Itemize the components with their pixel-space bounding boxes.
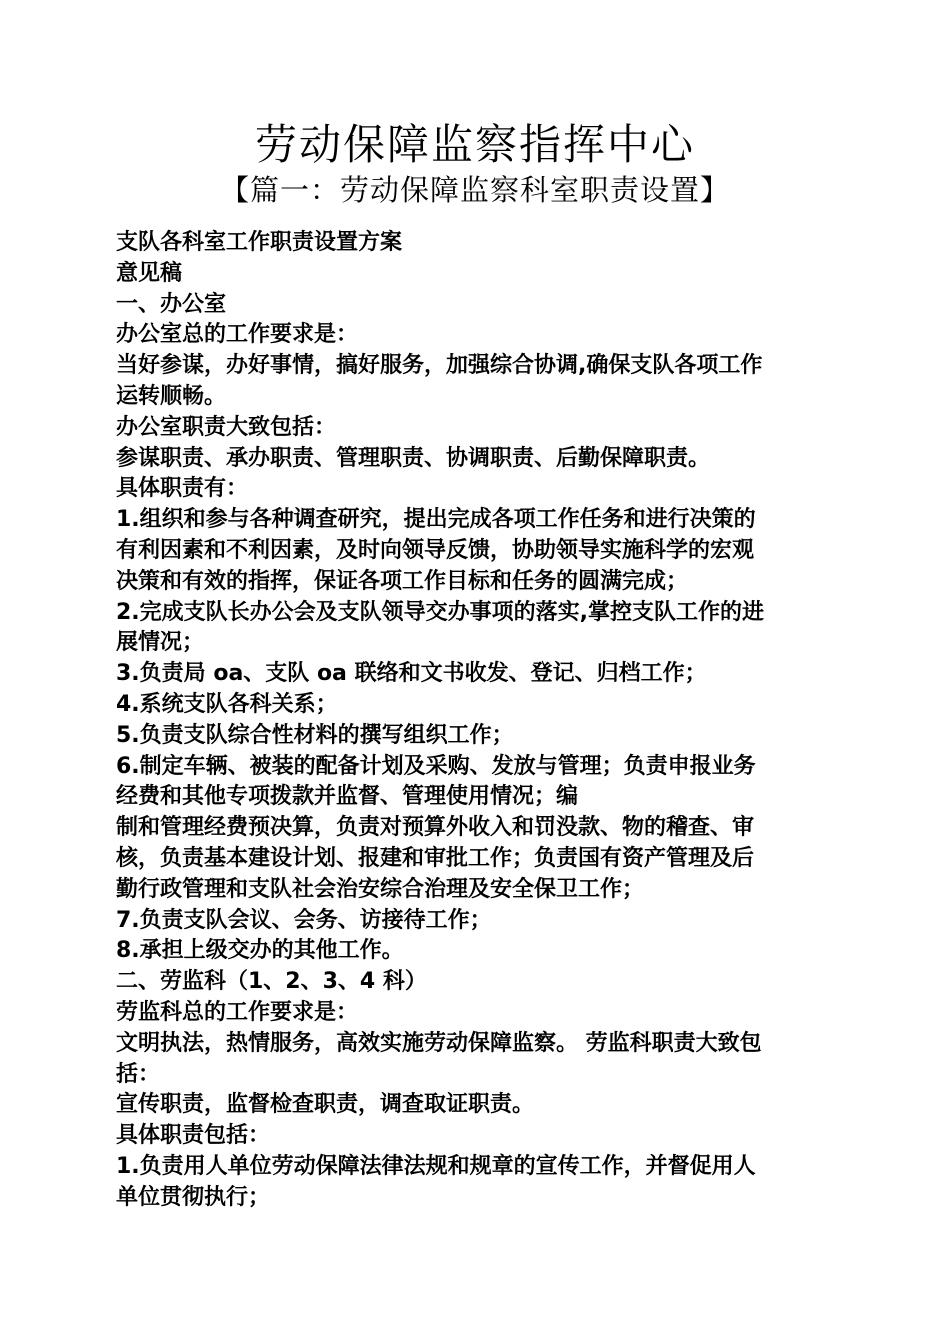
body-line: 1.组织和参与各种调查研究，提出完成各项工作任务和进行决策的 (116, 507, 756, 532)
body-line: 办公室总的工作要求是： (116, 322, 359, 347)
body-line: 括： (116, 1062, 161, 1087)
body-line: 具体职责有： (116, 476, 249, 501)
body-line: 经费和其他专项拨款并监督、管理使用情况；编 (116, 784, 579, 809)
body-line: 具体职责包括： (116, 1123, 271, 1148)
document-title: 劳动保障监察指挥中心 (254, 120, 695, 169)
body-line: 支队各科室工作职责设置方案 (116, 230, 403, 255)
body-line: 5.负责支队综合性材料的撰写组织工作； (116, 723, 514, 748)
body-line: 制和管理经费预决算，负责对预算外收入和罚没款、物的稽查、审 (116, 815, 755, 840)
body-line: 2.完成支队长办公会及支队领导交办事项的落实,掌控支队工作的进 (116, 600, 765, 625)
body-line: 单位贯彻执行； (116, 1185, 271, 1210)
body-line: 6.制定车辆、被装的配备计划及采购、发放与管理；负责申报业务 (116, 754, 756, 779)
body-line: 1.负责用人单位劳动保障法律法规和规章的宣传工作，并督促用人 (116, 1154, 756, 1179)
body-line: 有利因素和不利因素，及时向领导反馈，协助领导实施科学的宏观 (116, 538, 755, 563)
body-line: 决策和有效的指挥，保证各项工作目标和任务的圆满完成； (116, 569, 689, 594)
document-subtitle: 【篇一：劳动保障监察科室职责设置】 (219, 173, 730, 207)
body-line: 意见稿 (116, 261, 183, 286)
body-line: 核，负责基本建设计划、报建和审批工作；负责国有资产管理及后 (116, 846, 755, 871)
body-line: 8.承担上级交办的其他工作。 (116, 938, 404, 963)
body-line: 运转顺畅。 (116, 384, 227, 409)
body-line: 3.负责局 oa、支队 oa 联络和文书收发、登记、归档工作； (116, 661, 707, 686)
body-line: 勤行政管理和支队社会治安综合治理及安全保卫工作； (116, 877, 645, 902)
body-line: 当好参谋，办好事情，搞好服务，加强综合协调,确保支队各项工作 (116, 353, 763, 378)
body-line: 4.系统支队各科关系； (116, 692, 338, 717)
body-line: 劳监科总的工作要求是： (116, 1000, 359, 1025)
body-line: 一、办公室 (116, 292, 227, 317)
body-line: 办公室职责大致包括： (116, 415, 337, 440)
body-line: 宣传职责，监督检查职责，调查取证职责。 (116, 1092, 535, 1117)
body-line: 文明执法，热情服务，高效实施劳动保障监察。 劳监科职责大致包 (116, 1031, 762, 1056)
body-line: 展情况； (116, 630, 205, 655)
body-line: 7.负责支队会议、会务、访接待工作； (116, 908, 492, 933)
body-line: 二、劳监科（1、2、3、4 科） (116, 969, 427, 994)
body-line: 参谋职责、承办职责、管理职责、协调职责、后勤保障职责。 (116, 446, 711, 471)
